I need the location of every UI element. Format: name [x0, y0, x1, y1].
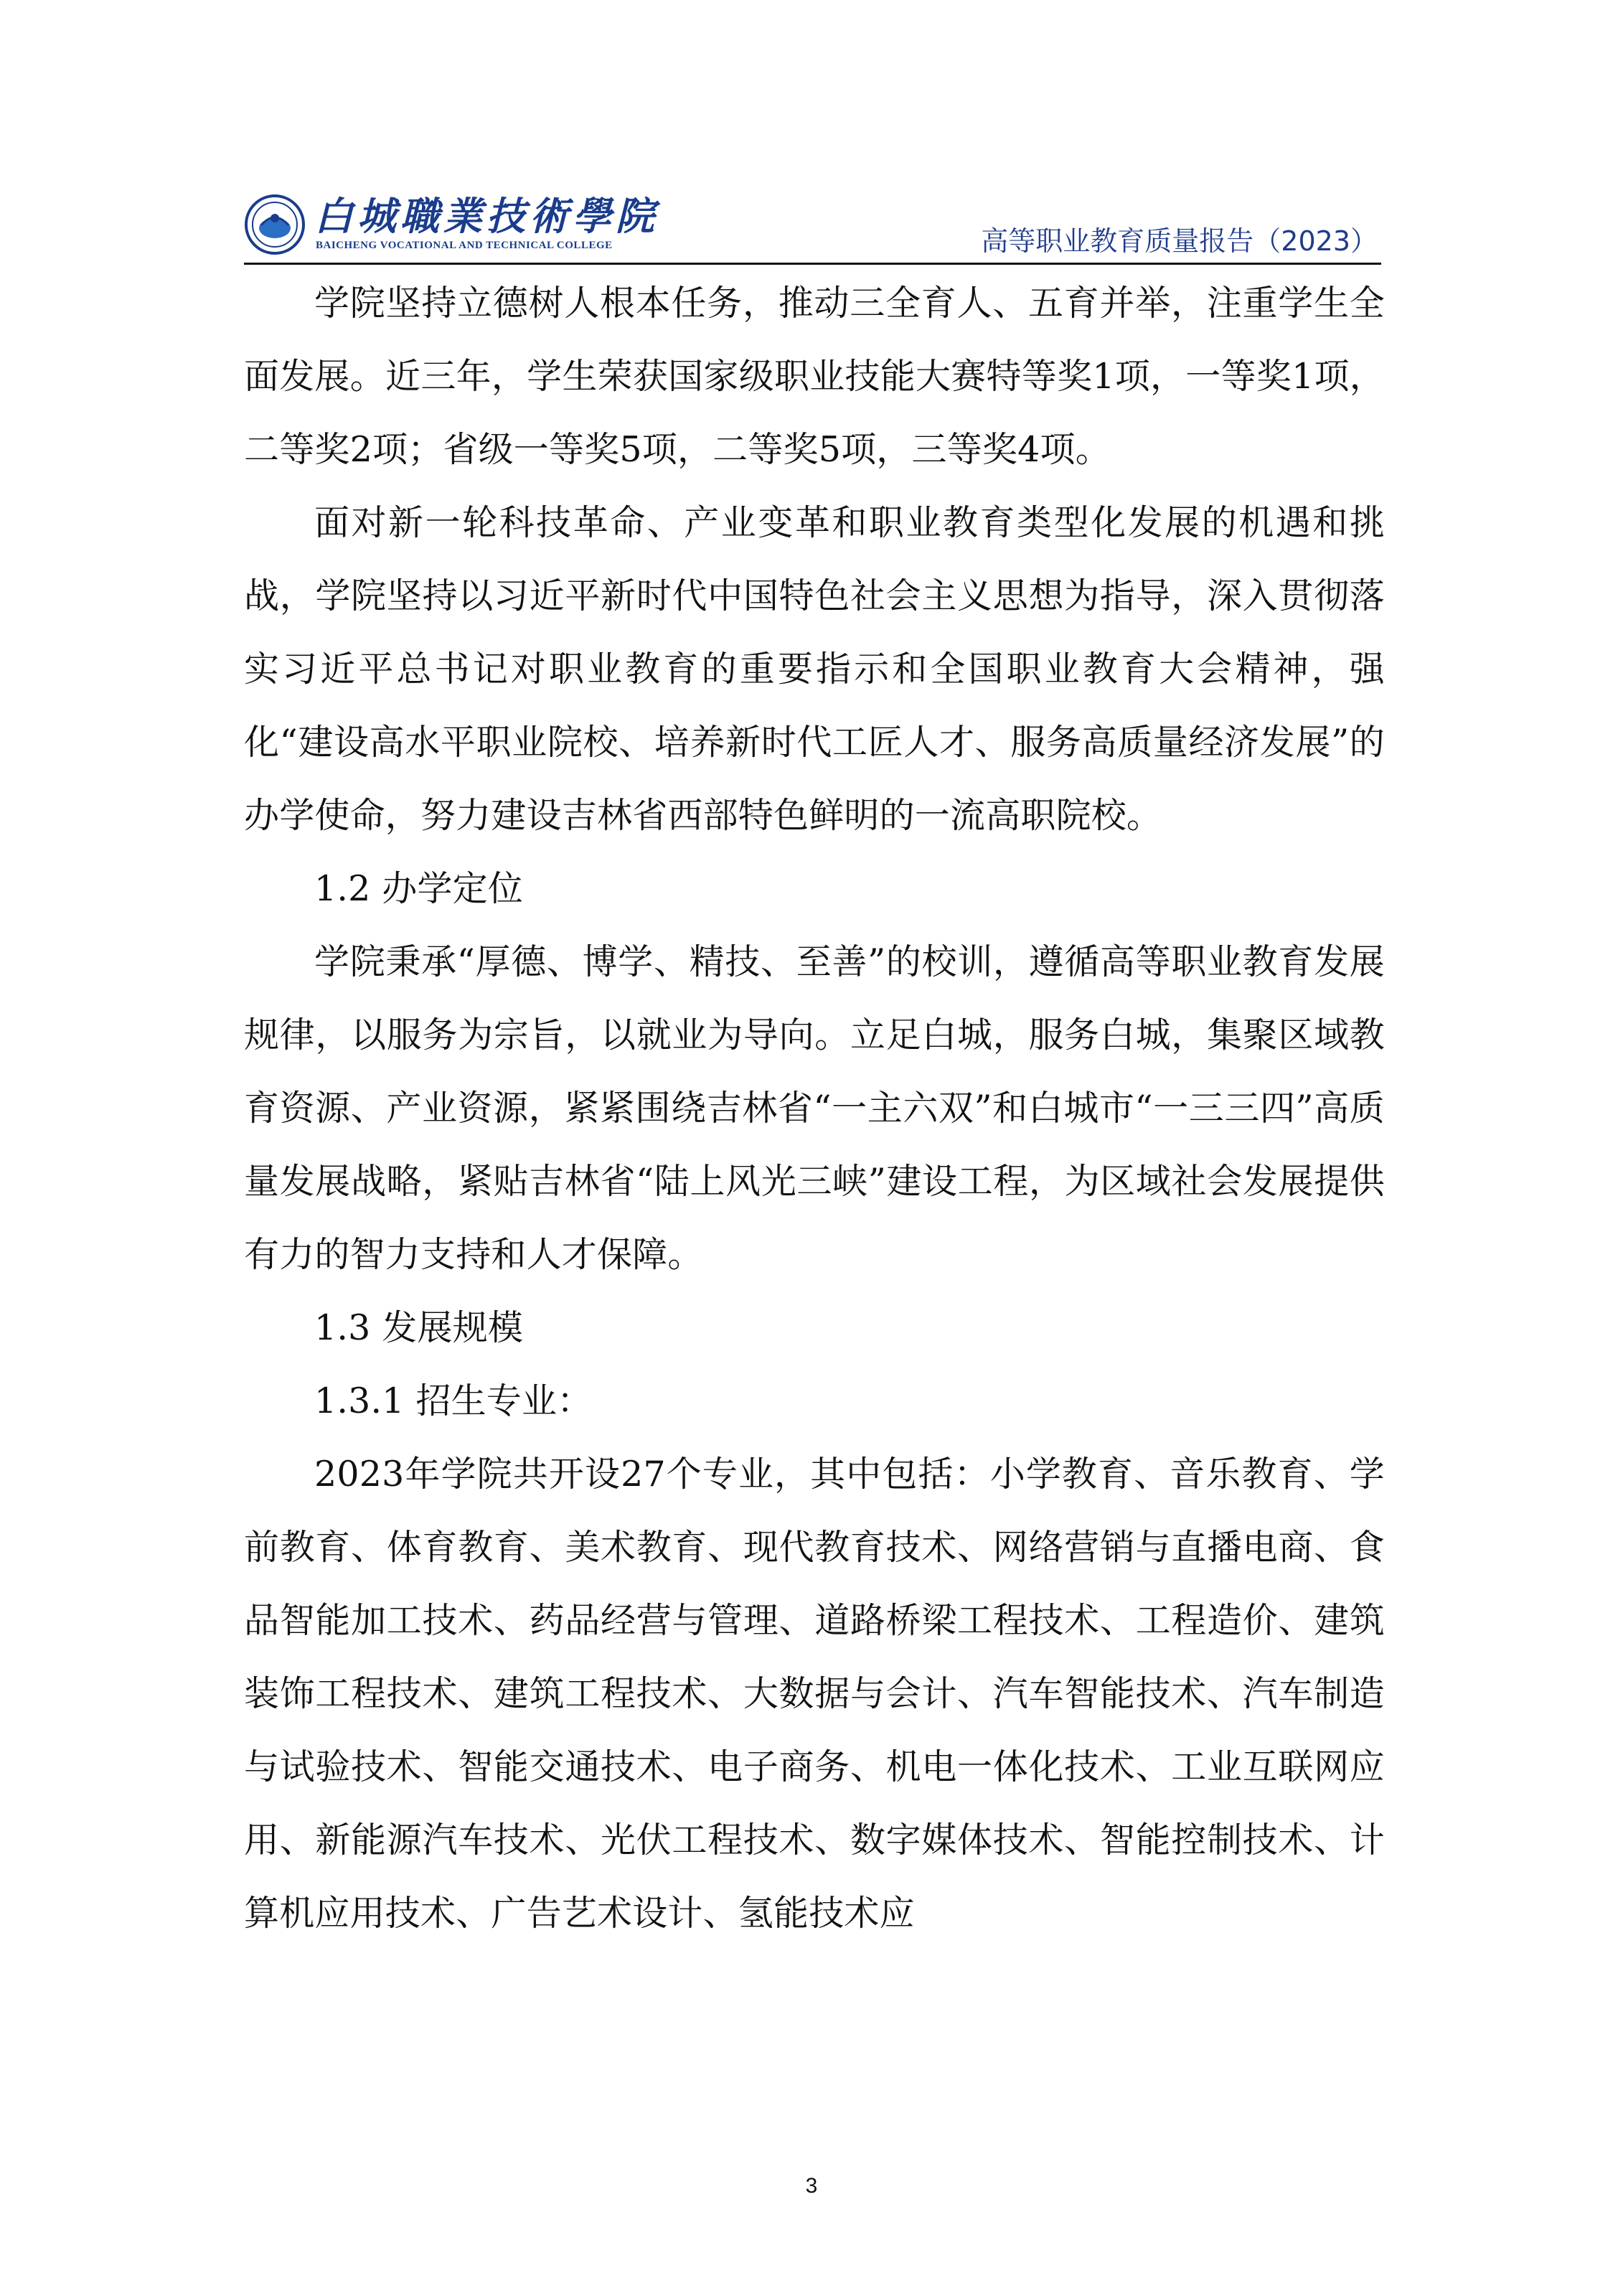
page-number: 3 — [805, 2174, 818, 2198]
section-heading-scale: 1.3 发展规模 — [314, 1307, 524, 1348]
body-text — [244, 267, 1385, 1950]
header-divider — [244, 263, 1381, 265]
subsection-heading-majors: 1.3.1 招生专业： — [314, 1380, 593, 1421]
college-name-english: BAICHENG VOCATIONAL AND TECHNICAL COLLEGE — [316, 240, 613, 251]
page-header — [244, 179, 1381, 265]
college-logo — [244, 193, 659, 258]
college-name-calligraphy: 白城職業技術學院 — [314, 193, 659, 239]
paragraph-positioning: 学院秉承“厚德、博学、精技、至善”的校训，遵循高等职业教育发展规律，以服务为宗旨，以就业为导向。立足白城，服务白城，集聚区域教育资源、产业资源，紧紧围绕吉林省“一主六双”和白城市“一三三四”高质量发展战略，紧贴吉林省“陆上风光三峡”建设工程，为区域社会发展提供有力的智力支持和人才保障。 — [244, 941, 1385, 1275]
college-seal-icon — [244, 194, 306, 255]
paragraph-development-mission: 面对新一轮科技革命、产业变革和职业教育类型化发展的机遇和挑战，学院坚持以习近平新时代中国特色社会主义思想为指导，深入贯彻落实习近平总书记对职业教育的重要指示和全国职业教育大会精神，强化“建设高水平职业院校、培养新时代工匠人才、服务高质量经济发展”的办学使命，努力建设吉林省西部特色鲜明的一流高职院校。 — [244, 502, 1385, 836]
section-heading-positioning: 1.2 办学定位 — [314, 868, 524, 909]
paragraph-student-awards: 学院坚持立德树人根本任务，推动三全育人、五育并举，注重学生全面发展。近三年，学生荣获国家级职业技能大赛特等奖1项，一等奖1项，二等奖2项；省级一等奖5项，二等奖5项，三等奖4项。 — [244, 283, 1385, 470]
paragraph-majors-list: 2023年学院共开设27个专业，其中包括：小学教育、音乐教育、学前教育、体育教育、美术教育、现代教育技术、网络营销与直播电商、食品智能加工技术、药品经营与管理、道路桥梁工程技术、工程造价、建筑装饰工程技术、建筑工程技术、大数据与会计、汽车智能技术、汽车制造与试验技术、智能交通技术、电子商务、机电一体化技术、工业互联网应用、新能源汽车技术、光伏工程技术、数字媒体技术、智能控制技术、计算机应用技术、广告艺术设计、氢能技术应 — [244, 1454, 1385, 1934]
report-title: 高等职业教育质量报告（2023） — [981, 225, 1378, 257]
